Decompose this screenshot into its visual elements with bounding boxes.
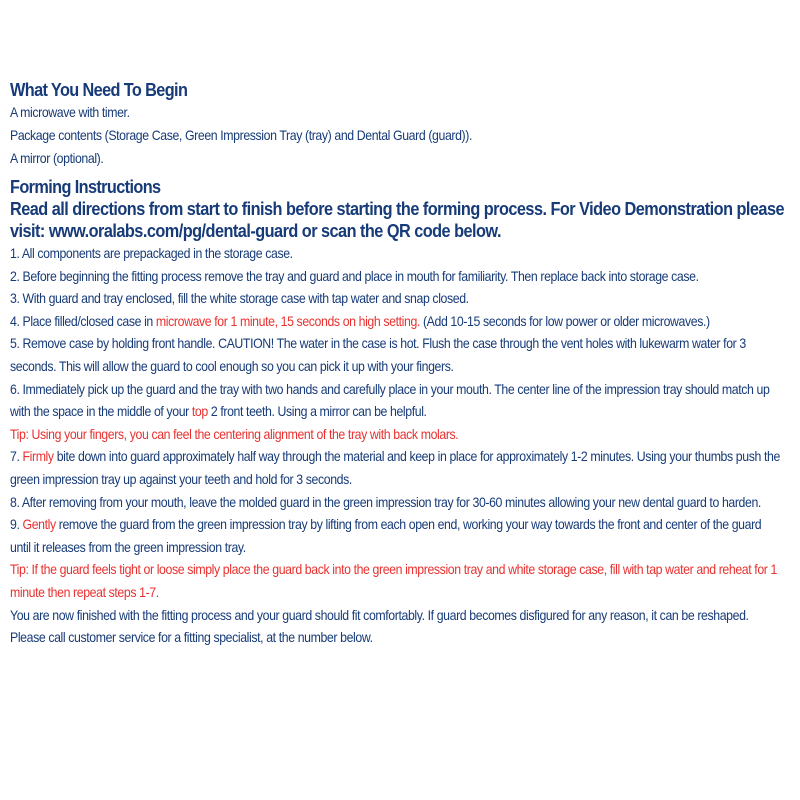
step-4-highlight: microwave for 1 minute, 15 seconds on high setting. — [155, 312, 420, 329]
step-7-highlight: Firmly — [22, 448, 54, 465]
step-4-note: (Add 10-15 seconds for low power or older microwaves.) — [419, 312, 710, 329]
begin-line-package-contents: Package contents (Storage Case, Green Impression Tray (tray) and Dental Guard (guard)). — [10, 127, 472, 143]
steps-list — [10, 242, 784, 649]
step-1: 1. All components are prepackaged in the storage case. — [10, 245, 293, 261]
step-8: 8. After removing from your mouth, leave the molded guard in the green impression tray for 30-60 minutes allowing your new dental guard to harden. — [10, 493, 761, 510]
step-9-highlight: Gently — [22, 516, 56, 533]
step-9-text: remove the guard from the green impression tray by lifting from each open end, working your way towards the front and center of the guard until it releases from the green impression tray. — [10, 516, 762, 555]
step-4 — [10, 310, 784, 333]
tip-centering: Tip: Using your fingers, you can feel the centering alignment of the tray with back molars. — [10, 425, 459, 442]
step-6-highlight: top — [191, 403, 208, 420]
step-6 — [10, 378, 784, 423]
closing-paragraph: You are now finished with the fitting process and your guard should fit comfortably. If guard becomes disfigured for any reason, it can be reshaped. Please call customer service for a fitting specialist, at the number below. — [10, 606, 749, 646]
step-6-text-end: 2 front teeth. Using a mirror can be helpful. — [207, 403, 427, 420]
forming-heading: Forming Instructions — [10, 176, 161, 197]
step-6-text: 6. Immediately pick up the guard and the tray with two hands and carefully place in your mouth. The center line of the impression tray should match up with the space in the middle of your — [10, 380, 770, 420]
step-9-number: 9. — [10, 516, 23, 533]
step-7 — [10, 445, 784, 490]
step-7-text: bite down into guard approximately half way through the material and keep in place for approximately 1-2 minutes. Using your thumbs push the green impression tray up against your teeth and hold for 3 seconds. — [10, 448, 780, 487]
tip-reheat: Tip: If the guard feels tight or loose simply place the guard back into the green impression tray and white storage case, fill with tap water and reheat for 1 minute then repeat steps 1-7. — [10, 561, 777, 600]
step-9 — [10, 513, 784, 558]
step-2: 2. Before beginning the fitting process remove the tray and guard and place in mouth for familiarity. Then replace back into storage case. — [10, 267, 699, 284]
forming-note: Read all directions from start to finish before starting the forming process. For Video Demonstration please visit: www.oralabs.com/pg/dental-guard or scan the QR code below. — [10, 198, 785, 241]
step-4-text: 4. Place filled/closed case in — [10, 312, 156, 329]
begin-heading: What You Need To Begin — [10, 79, 188, 100]
begin-line-mirror: A mirror (optional). — [10, 150, 104, 166]
step-5: 5. Remove case by holding front handle. CAUTION! The water in the case is hot. Flush the case through the vent holes with lukewarm water for 3 seconds. This will allow the guard to cool enough so you can pick it up with your fingers. — [10, 335, 746, 374]
step-7-number: 7. — [10, 448, 23, 465]
begin-line-microwave: A microwave with timer. — [10, 104, 130, 120]
step-3: 3. With guard and tray enclosed, fill the white storage case with tap water and snap closed. — [10, 290, 469, 307]
